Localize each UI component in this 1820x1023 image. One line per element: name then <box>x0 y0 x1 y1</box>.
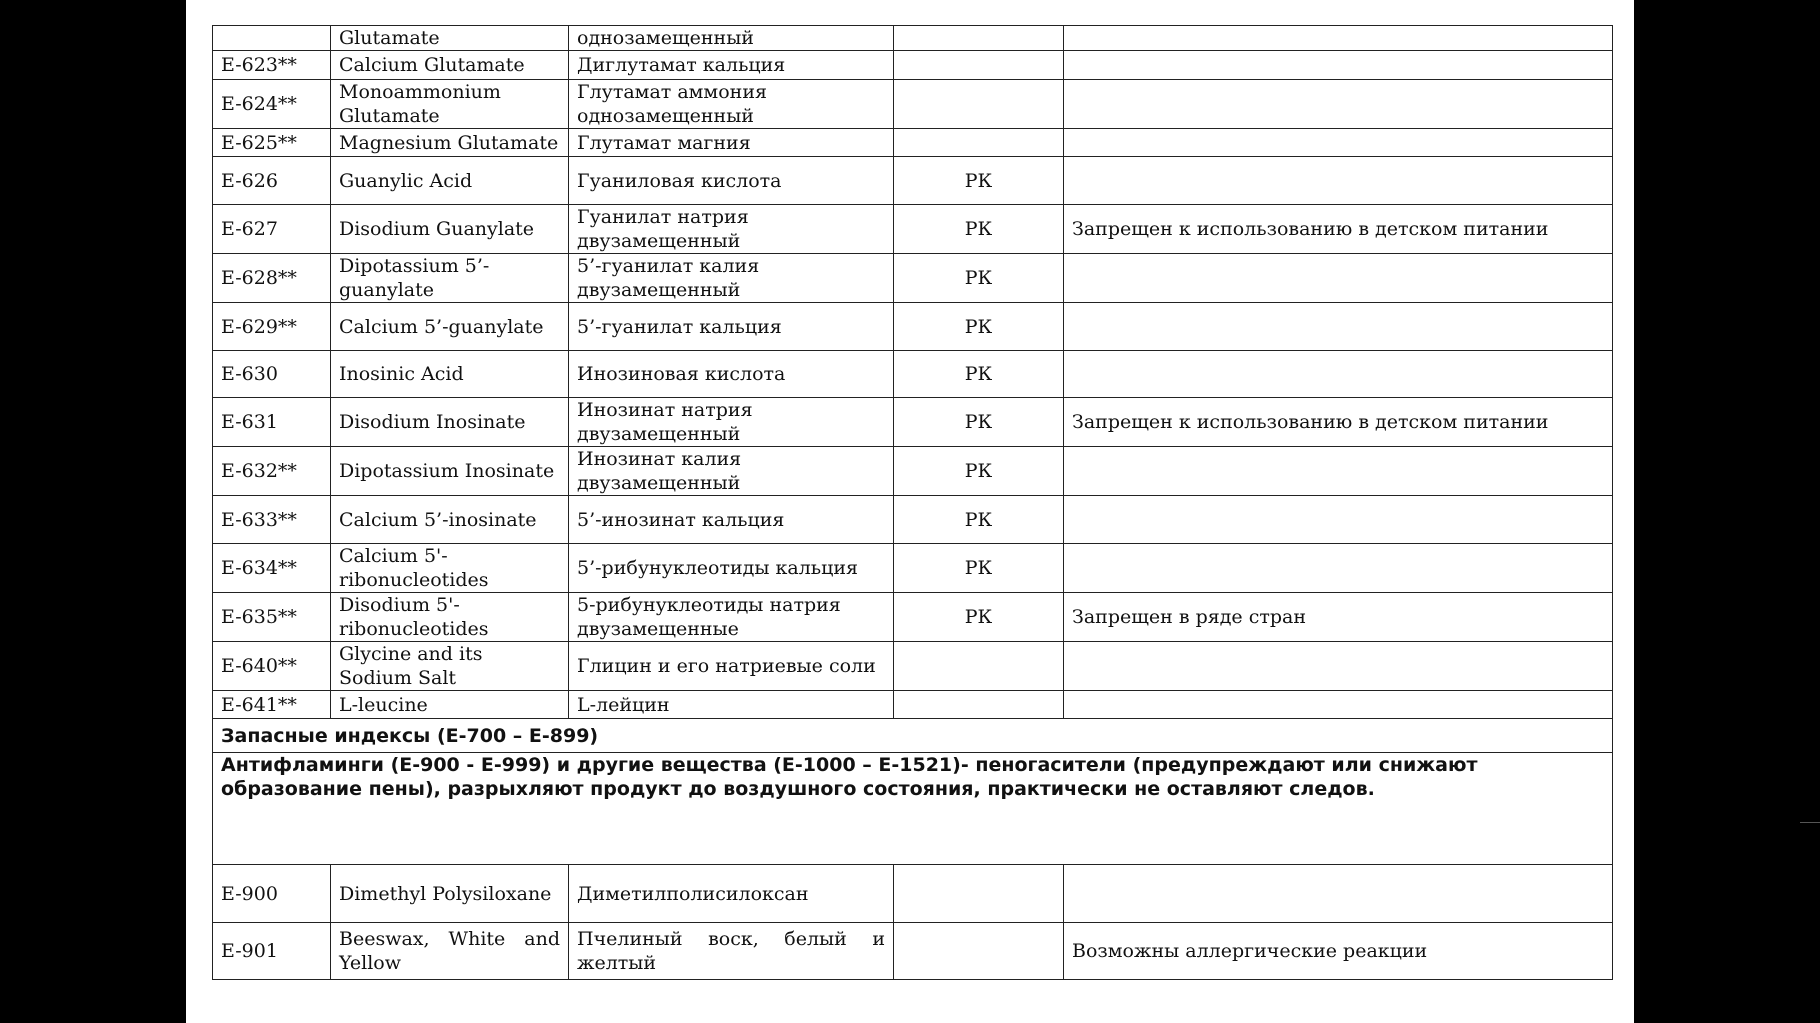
name-russian: 5-рибунуклеотиды натрия двузамещенные <box>569 593 894 642</box>
note <box>1064 80 1613 129</box>
status-mark: РК <box>894 351 1064 398</box>
status-mark: РК <box>894 157 1064 205</box>
name-english: Dipotassium Inosinate <box>331 447 569 496</box>
table-row <box>213 157 1613 205</box>
additive-code: E-634** <box>213 544 331 593</box>
status-mark <box>894 691 1064 719</box>
name-russian: 5’-гуанилат кальция <box>569 303 894 351</box>
name-english: Dimethyl Polysiloxane <box>331 865 569 923</box>
additive-code: E-628** <box>213 254 331 303</box>
note <box>1064 129 1613 157</box>
additive-code: E-640** <box>213 642 331 691</box>
name-russian: Глутамат магния <box>569 129 894 157</box>
note <box>1064 157 1613 205</box>
status-mark: РК <box>894 496 1064 544</box>
table-row <box>213 496 1613 544</box>
name-russian: Пчелиный воск, белый и желтый <box>569 923 894 980</box>
name-russian: Инозинат натрия двузамещенный <box>569 398 894 447</box>
name-english: Monoammonium Glutamate <box>331 80 569 129</box>
name-english: Disodium Guanylate <box>331 205 569 254</box>
note <box>1064 642 1613 691</box>
name-russian: Гуанилат натрия двузамещенный <box>569 205 894 254</box>
name-english: Magnesium Glutamate <box>331 129 569 157</box>
additive-code: E-623** <box>213 51 331 80</box>
table-row <box>213 26 1613 51</box>
additive-code: E-627 <box>213 205 331 254</box>
additive-code: E-624** <box>213 80 331 129</box>
table-row <box>213 923 1613 980</box>
section-heading-reserve: Запасные индексы (Е-700 – Е-899) <box>213 719 1613 753</box>
section-heading-antifoam: Антифламинги (Е-900 - Е-999) и другие вещества (Е-1000 – Е-1521)- пеногасители (предупреждают или снижают образование пены), разрыхляют продукт до воздушного состояния, практически не оставляют следов. <box>213 753 1613 865</box>
status-mark <box>894 642 1064 691</box>
table-row <box>213 691 1613 719</box>
additive-code <box>213 26 331 51</box>
table-row <box>213 593 1613 642</box>
status-mark: РК <box>894 447 1064 496</box>
name-english: Calcium 5'-ribonucleotides <box>331 544 569 593</box>
additive-code: E-641** <box>213 691 331 719</box>
table-row <box>213 865 1613 923</box>
additive-code: E-901 <box>213 923 331 980</box>
additive-code: E-635** <box>213 593 331 642</box>
note <box>1064 447 1613 496</box>
note: Запрещен к использованию в детском питании <box>1064 398 1613 447</box>
status-mark: РК <box>894 593 1064 642</box>
name-english: Dipotassium 5’-guanylate <box>331 254 569 303</box>
table-row <box>213 447 1613 496</box>
note <box>1064 351 1613 398</box>
note <box>1064 51 1613 80</box>
status-mark <box>894 923 1064 980</box>
note <box>1064 254 1613 303</box>
name-russian: Диглутамат кальция <box>569 51 894 80</box>
table-row <box>213 303 1613 351</box>
document-page <box>186 0 1634 1023</box>
name-english: Beeswax, White and Yellow <box>331 923 569 980</box>
name-english: Disodium 5'-ribonucleotides <box>331 593 569 642</box>
name-russian: Глицин и его натриевые соли <box>569 642 894 691</box>
name-english: Inosinic Acid <box>331 351 569 398</box>
name-russian: 5’-рибунуклеотиды кальция <box>569 544 894 593</box>
table-row <box>213 642 1613 691</box>
name-russian: L-лейцин <box>569 691 894 719</box>
margin-line <box>1800 822 1820 823</box>
additive-code: E-626 <box>213 157 331 205</box>
note <box>1064 865 1613 923</box>
additives-table-body <box>213 26 1613 980</box>
table-row <box>213 254 1613 303</box>
additive-code: E-629** <box>213 303 331 351</box>
name-russian: Диметилполисилоксан <box>569 865 894 923</box>
note <box>1064 691 1613 719</box>
status-mark <box>894 51 1064 80</box>
table-row <box>213 398 1613 447</box>
status-mark: РК <box>894 205 1064 254</box>
table-row <box>213 51 1613 80</box>
status-mark: РК <box>894 544 1064 593</box>
status-mark <box>894 865 1064 923</box>
name-english: Glutamate <box>331 26 569 51</box>
note: Возможны аллергические реакции <box>1064 923 1613 980</box>
additive-code: E-633** <box>213 496 331 544</box>
name-english: Guanylic Acid <box>331 157 569 205</box>
name-english: Calcium Glutamate <box>331 51 569 80</box>
name-russian: Глутамат аммония однозамещенный <box>569 80 894 129</box>
name-english: Calcium 5’-inosinate <box>331 496 569 544</box>
additive-code: E-900 <box>213 865 331 923</box>
note <box>1064 544 1613 593</box>
note: Запрещен к использованию в детском питании <box>1064 205 1613 254</box>
status-mark <box>894 80 1064 129</box>
name-english: Disodium Inosinate <box>331 398 569 447</box>
table-row <box>213 80 1613 129</box>
table-row <box>213 544 1613 593</box>
name-russian: 5’-гуанилат калия двузамещенный <box>569 254 894 303</box>
section-heading-reserve-row <box>213 719 1613 753</box>
name-english: L-leucine <box>331 691 569 719</box>
note <box>1064 303 1613 351</box>
note <box>1064 26 1613 51</box>
name-english: Calcium 5’-guanylate <box>331 303 569 351</box>
name-russian: Инозинат калия двузамещенный <box>569 447 894 496</box>
status-mark: РК <box>894 254 1064 303</box>
status-mark: РК <box>894 303 1064 351</box>
additive-code: E-630 <box>213 351 331 398</box>
table-row <box>213 351 1613 398</box>
name-russian: Инозиновая кислота <box>569 351 894 398</box>
table-row <box>213 205 1613 254</box>
additives-table <box>212 25 1613 980</box>
name-english: Glycine and its Sodium Salt <box>331 642 569 691</box>
additive-code: E-625** <box>213 129 331 157</box>
name-russian: однозамещенный <box>569 26 894 51</box>
name-russian: Гуаниловая кислота <box>569 157 894 205</box>
status-mark <box>894 26 1064 51</box>
note <box>1064 496 1613 544</box>
status-mark: РК <box>894 398 1064 447</box>
table-row <box>213 129 1613 157</box>
name-russian: 5’-инозинат кальция <box>569 496 894 544</box>
status-mark <box>894 129 1064 157</box>
additive-code: E-631 <box>213 398 331 447</box>
section-heading-antifoam-row <box>213 753 1613 865</box>
additive-code: E-632** <box>213 447 331 496</box>
note: Запрещен в ряде стран <box>1064 593 1613 642</box>
